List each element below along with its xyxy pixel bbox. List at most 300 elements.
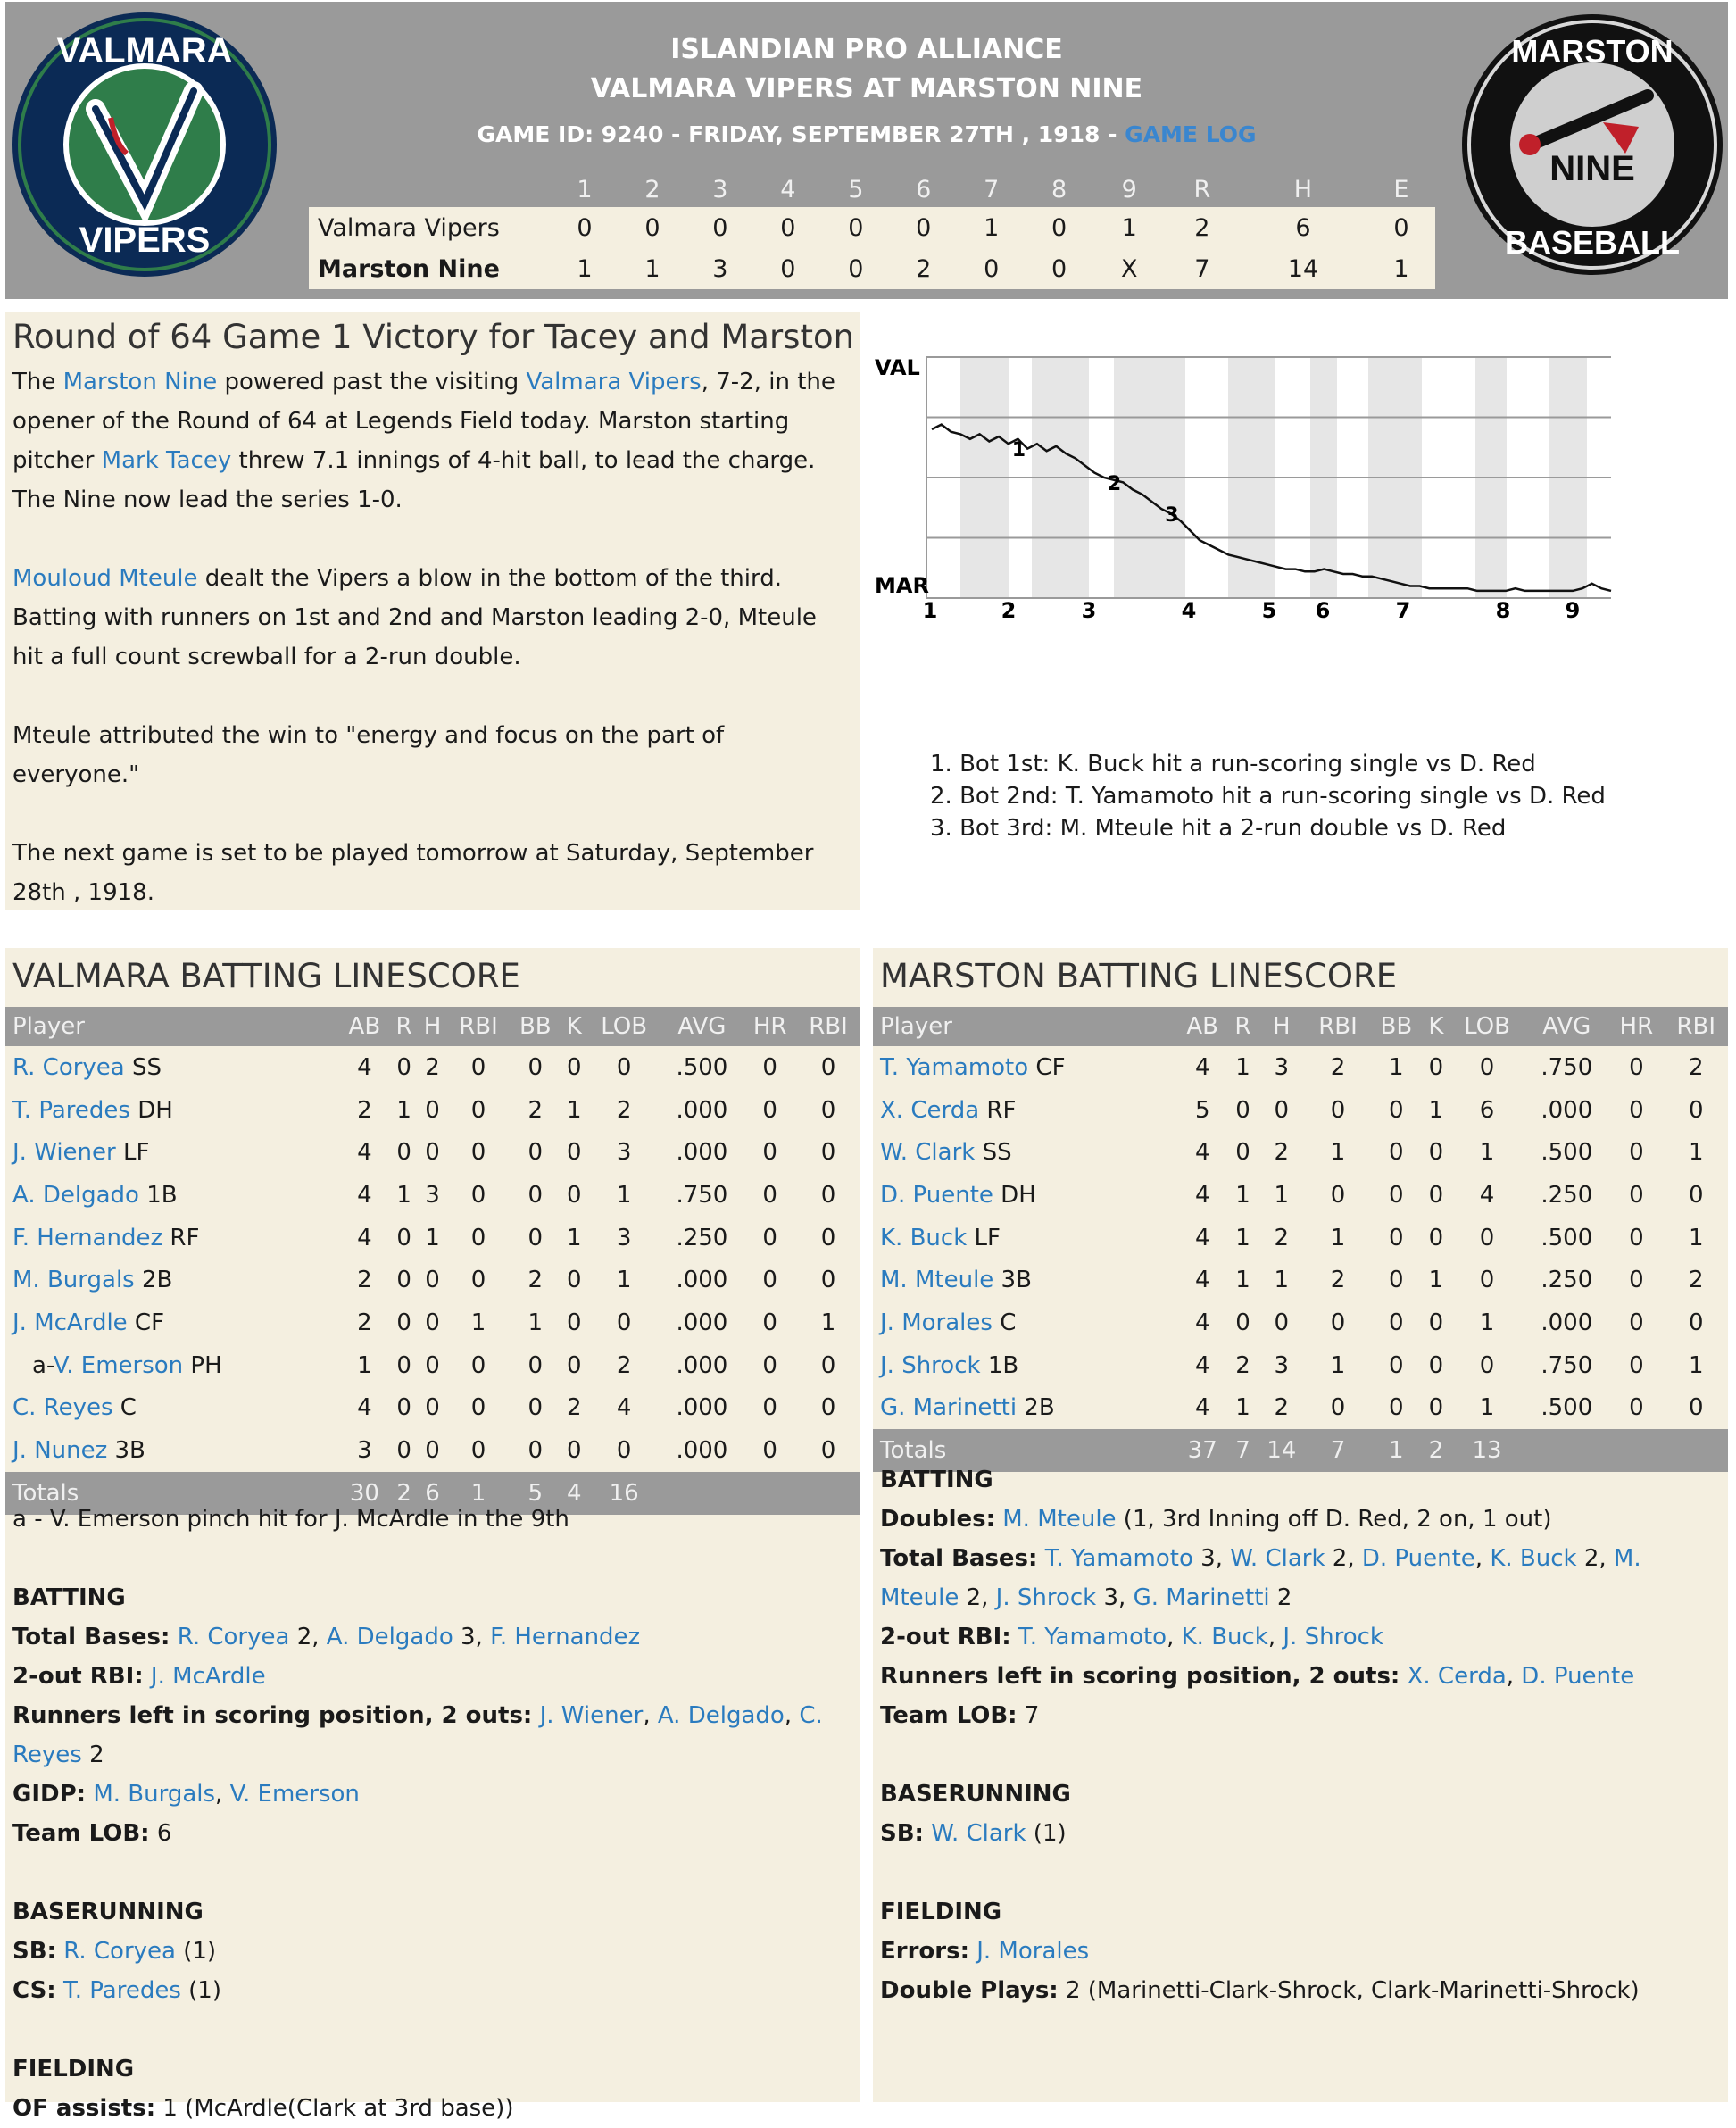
linescore-cell: 14 [1239, 248, 1367, 289]
col-header: LOB [1449, 1007, 1525, 1046]
linescore-team: Valmara Vipers [309, 207, 551, 248]
linescore-cell: 0 [754, 207, 822, 248]
stat-cell: 0 [425, 1096, 440, 1124]
stat-cell: 0 [1629, 1053, 1644, 1081]
stat-cell: 0 [470, 1351, 486, 1379]
stat-cell: 0 [1235, 1309, 1250, 1336]
bottom-team-label: MAR [875, 573, 929, 598]
col-header: BB [510, 1007, 561, 1046]
list-text: 2 [81, 1741, 104, 1768]
player-position: DH [129, 1096, 173, 1124]
linescore-col-header: 8 [1026, 171, 1093, 207]
linescore-col-header: H [1239, 171, 1367, 207]
stat-cell: 0 [1428, 1181, 1444, 1209]
player-link[interactable]: A. Delgado [12, 1181, 139, 1209]
col-header: AVG [660, 1007, 743, 1046]
player-link[interactable]: A. Delgado [326, 1624, 453, 1650]
event-marker: 2 [1107, 473, 1122, 495]
stat-cell: 4 [357, 1181, 372, 1209]
stat-cell: 0 [527, 1437, 544, 1465]
stat-cell: 4 [616, 1394, 632, 1422]
totals-label: Totals [5, 1472, 339, 1515]
stat-cell: 0 [567, 1351, 582, 1379]
player-cell [873, 1046, 1176, 1089]
table-header-row [873, 1007, 1728, 1046]
player-link[interactable]: M. Burgals [12, 1267, 135, 1294]
stat-cell: 1 [1479, 1139, 1495, 1167]
stat-cell: 0 [567, 1139, 582, 1167]
player-link[interactable]: M. Mteule [880, 1545, 1641, 1611]
player-link-tacey[interactable]: Mark Tacey [101, 447, 232, 474]
stat-cell: .000 [676, 1096, 728, 1124]
table-row [5, 1217, 860, 1259]
linescore-cell: 1 [958, 207, 1026, 248]
stolen-bases-line: SB: R. Coryea (1) [12, 1938, 217, 1965]
inning-label: 3 [1081, 598, 1097, 623]
player-position: 3B [993, 1267, 1032, 1294]
player-link[interactable]: T. Yamamoto [880, 1053, 1029, 1081]
table-row [873, 1217, 1728, 1259]
stat-cell: 2 [527, 1096, 544, 1124]
stat-cell: 0 [616, 1309, 632, 1336]
stat-cell: 2 [1688, 1053, 1704, 1081]
stat-cell: .250 [1541, 1181, 1593, 1209]
player-link[interactable]: M. Mteule [880, 1267, 994, 1294]
player-link[interactable]: K. Buck [1490, 1545, 1577, 1572]
stat-cell: 0 [470, 1181, 486, 1209]
recap-body [12, 362, 851, 952]
table-row [873, 1259, 1728, 1301]
list-text: , [643, 1702, 658, 1729]
stat-cell: 0 [1629, 1394, 1644, 1422]
player-position: DH [993, 1181, 1036, 1209]
two-out-rbi-line: 2-out RBI: J. McArdle [12, 1663, 266, 1690]
stat-cell: 0 [820, 1394, 836, 1422]
stat-cell: .500 [1541, 1394, 1593, 1422]
stat-cell: 1 [1235, 1053, 1250, 1081]
stat-cell: 4 [357, 1053, 372, 1081]
stat-cell: 0 [396, 1053, 411, 1081]
doubles-line: Doubles: M. Mteule (1, 3rd Inning off D. Red, 2 on, 1 out) [880, 1506, 1552, 1533]
stat-cell: 0 [820, 1139, 836, 1167]
event-note: 3. Bot 3rd: M. Mteule hit a 2-run double vs D. Red [930, 815, 1507, 842]
player-link[interactable]: J. McArdle [150, 1663, 266, 1690]
stat-cell: 1 [1688, 1351, 1704, 1379]
col-header: HR [1608, 1007, 1664, 1046]
linescore-col-header: 5 [822, 171, 890, 207]
stat-cell: 0 [470, 1096, 486, 1124]
stat-cell: 0 [1330, 1394, 1346, 1422]
inning-label: 1 [922, 598, 938, 623]
player-position: LF [115, 1139, 150, 1167]
stat-cell: 0 [762, 1096, 777, 1124]
linescore-col-header: 3 [686, 171, 754, 207]
recap-title: Round of 64 Game 1 Victory for Tacey and Marston [12, 318, 855, 356]
stat-cell: 0 [1389, 1139, 1404, 1167]
stat-cell: .500 [676, 1053, 728, 1081]
list-text: 2, [1325, 1545, 1362, 1572]
stat-cell: 1 [1330, 1139, 1346, 1167]
player-link[interactable]: T. Yamamoto [1044, 1545, 1193, 1572]
stat-cell: 0 [396, 1437, 411, 1465]
stat-cell: 1 [1235, 1224, 1250, 1251]
list-text: , [1474, 1545, 1491, 1572]
player-cell [873, 1259, 1176, 1301]
totals-cell: 2 [1423, 1429, 1449, 1472]
table-row [5, 1429, 860, 1472]
player-link[interactable]: J. Shrock [995, 1584, 1097, 1611]
stat-cell: 0 [470, 1139, 486, 1167]
linescore-col-header: 4 [754, 171, 822, 207]
stat-cell: 1 [1330, 1351, 1346, 1379]
stat-cell: 0 [1629, 1224, 1644, 1251]
stat-cell: 0 [820, 1181, 836, 1209]
player-link[interactable]: J. Wiener [539, 1702, 644, 1729]
player-link[interactable]: J. Nunez [12, 1437, 108, 1465]
valmara-batting-panel [5, 948, 860, 2122]
stat-cell: 1 [1688, 1139, 1704, 1167]
list-text: , [1267, 1624, 1283, 1650]
table-row [5, 1131, 860, 1174]
stat-cell: 0 [1274, 1309, 1290, 1336]
table-row [873, 1046, 1728, 1089]
player-link[interactable]: J. Wiener [12, 1139, 116, 1167]
player-cell [5, 1174, 339, 1217]
sub-prefix: a- [32, 1351, 54, 1379]
event-marker: 3 [1165, 504, 1179, 528]
stat-cell: .000 [1541, 1096, 1593, 1124]
stat-cell: .000 [676, 1139, 728, 1167]
player-link[interactable]: D. Puente [1361, 1545, 1475, 1572]
stat-cell: 0 [396, 1224, 411, 1251]
stat-cell: 0 [470, 1224, 486, 1251]
player-link[interactable]: R. Coryea [63, 1938, 176, 1965]
player-link[interactable]: X. Cerda [880, 1096, 980, 1124]
linescore-cell: 0 [754, 248, 822, 289]
stat-cell: 0 [1330, 1096, 1346, 1124]
player-link[interactable]: X. Cerda [1407, 1663, 1507, 1690]
batting-heading: BATTING [12, 1584, 126, 1611]
stat-cell: 0 [1235, 1096, 1250, 1124]
player-link[interactable]: W. Clark [931, 1820, 1026, 1847]
table-row [5, 1046, 860, 1089]
col-header: HR [743, 1007, 797, 1046]
stat-cell: 1 [396, 1096, 411, 1124]
linescore-cell: 0 [890, 207, 958, 248]
game-log-link[interactable]: GAME LOG [1125, 121, 1257, 147]
list-text: 3, [453, 1624, 491, 1650]
linescore-cell: 0 [686, 207, 754, 248]
stat-cell: 2 [1235, 1351, 1250, 1379]
player-link[interactable]: K. Buck [880, 1224, 968, 1251]
player-position: RF [162, 1224, 200, 1251]
linescore-table [309, 171, 1435, 289]
linescore-cell: 2 [1166, 207, 1239, 248]
totals-cell: 1 [1370, 1429, 1423, 1472]
stat-cell: 0 [527, 1224, 544, 1251]
player-link[interactable]: F. Hernandez [490, 1624, 641, 1650]
totals-cell: 6 [418, 1472, 447, 1515]
stat-cell: 0 [1389, 1267, 1404, 1294]
stat-cell: 1 [1330, 1224, 1346, 1251]
linescore-cell: 0 [619, 207, 686, 248]
stat-cell: .750 [676, 1181, 728, 1209]
col-header: RBI [447, 1007, 510, 1046]
player-cell [5, 1344, 339, 1387]
marston-notes [880, 1460, 1710, 2010]
stat-cell: 3 [357, 1437, 372, 1465]
stat-cell: 0 [762, 1224, 777, 1251]
stat-cell: 0 [1428, 1224, 1444, 1251]
player-position: 1B [138, 1181, 178, 1209]
list-text: 2, [1576, 1545, 1614, 1572]
stat-cell: 0 [1389, 1309, 1404, 1336]
player-link[interactable]: D. Puente [1521, 1663, 1635, 1690]
player-link[interactable]: T. Paredes [12, 1096, 130, 1124]
game-info-text: GAME ID: 9240 - FRIDAY, SEPTEMBER 27TH , 1918 - [477, 121, 1125, 147]
stat-cell: 0 [1629, 1096, 1644, 1124]
linescore-col-header [309, 171, 551, 207]
caught-stealing-line: CS: T. Paredes (1) [12, 1977, 221, 2004]
totals-cell: 30 [339, 1472, 391, 1515]
stat-cell: 1 [1235, 1394, 1250, 1422]
player-cell [873, 1131, 1176, 1174]
col-header: Player [5, 1007, 339, 1046]
marston-batting-panel [873, 948, 1728, 2102]
totals-cell: 13 [1449, 1429, 1525, 1472]
stat-cell: 0 [1330, 1181, 1346, 1209]
player-cell [5, 1259, 339, 1301]
stat-cell: 4 [1194, 1224, 1210, 1251]
stat-cell: 6 [1479, 1096, 1495, 1124]
player-link-mteule[interactable]: Mouloud Mteule [12, 565, 198, 592]
stat-cell: 0 [425, 1394, 440, 1422]
col-header: AVG [1524, 1007, 1608, 1046]
player-link[interactable]: R. Coryea [12, 1053, 125, 1081]
player-link[interactable]: G. Marinetti [1133, 1584, 1270, 1611]
stat-cell: .000 [1541, 1309, 1593, 1336]
svg-text:VALMARA: VALMARA [56, 31, 233, 71]
player-link[interactable]: F. Hernandez [12, 1224, 163, 1251]
totals-cell: 5 [510, 1472, 561, 1515]
table-row [873, 1089, 1728, 1132]
col-header: BB [1370, 1007, 1423, 1046]
stat-cell: 0 [1389, 1224, 1404, 1251]
stat-cell: 2 [1330, 1267, 1346, 1294]
stat-cell: .000 [676, 1309, 728, 1336]
player-position: LF [967, 1224, 1001, 1251]
player-position: C [112, 1394, 137, 1422]
pinch-hit-note: a - V. Emerson pinch hit for J. McArdle in the 9th [12, 1506, 569, 1533]
player-cell [873, 1387, 1176, 1430]
stat-cell: 0 [527, 1394, 544, 1422]
stat-cell: 0 [567, 1181, 582, 1209]
player-link[interactable]: K. Buck [1181, 1624, 1268, 1650]
stat-cell: 4 [1194, 1181, 1210, 1209]
batting-heading: BATTING [880, 1467, 993, 1493]
errors-line: Errors: J. Morales [880, 1938, 1090, 1965]
team-link-marston[interactable]: Marston Nine [62, 369, 218, 395]
stat-cell: .750 [1541, 1053, 1593, 1081]
stat-cell: 0 [762, 1053, 777, 1081]
list-text: 3, [1096, 1584, 1134, 1611]
linescore-cell: 0 [958, 248, 1026, 289]
totals-cell: 14 [1257, 1429, 1306, 1472]
stat-cell: 0 [527, 1351, 544, 1379]
linescore-header-row [309, 171, 1435, 207]
stat-cell: 0 [762, 1309, 777, 1336]
player-link[interactable]: J. Shrock [880, 1351, 981, 1379]
stat-cell: 4 [1194, 1309, 1210, 1336]
league-name: ISLANDIAN PRO ALLIANCE [670, 34, 1063, 65]
stat-cell: 0 [1428, 1394, 1444, 1422]
stat-cell: 1 [527, 1309, 544, 1336]
linescore-col-header: E [1367, 171, 1435, 207]
col-header: R [1229, 1007, 1258, 1046]
stat-cell: 0 [1389, 1351, 1404, 1379]
stat-cell: 0 [425, 1309, 440, 1336]
gidp-line: GIDP: M. Burgals, V. Emerson [12, 1781, 360, 1808]
player-link[interactable]: V. Emerson [53, 1351, 184, 1379]
team-link-valmara[interactable]: Valmara Vipers [526, 369, 702, 395]
player-link[interactable]: G. Marinetti [880, 1394, 1018, 1422]
stat-cell: 4 [1194, 1267, 1210, 1294]
player-link[interactable]: J. Shrock [1283, 1624, 1383, 1650]
total-bases-line: Total Bases: R. Coryea 2, A. Delgado 3, F. Hernandez [12, 1624, 641, 1650]
player-link[interactable]: C. Reyes [12, 1394, 113, 1422]
stat-cell: 2 [527, 1267, 544, 1294]
stat-cell: 2 [357, 1267, 372, 1294]
game-info [309, 121, 1425, 147]
totals-cell: 7 [1306, 1429, 1370, 1472]
col-header: AB [1176, 1007, 1229, 1046]
stat-cell: 0 [470, 1267, 486, 1294]
player-cell [873, 1174, 1176, 1217]
top-team-label: VAL [875, 355, 920, 380]
stat-cell: 0 [1274, 1096, 1290, 1124]
stat-cell: 0 [470, 1053, 486, 1081]
stat-cell: 0 [396, 1351, 411, 1379]
player-link[interactable]: D. Puente [880, 1181, 993, 1209]
stat-cell: 0 [1428, 1309, 1444, 1336]
linescore-cell: 7 [1166, 248, 1239, 289]
stat-cell: .000 [676, 1437, 728, 1465]
stat-cell: 1 [616, 1267, 632, 1294]
totals-cell: 1 [447, 1472, 510, 1515]
stat-cell: 1 [1389, 1053, 1404, 1081]
linescore-cell: 0 [551, 207, 619, 248]
table-row [5, 1344, 860, 1387]
linescore-cell: X [1093, 248, 1166, 289]
stat-cell: 1 [470, 1309, 486, 1336]
table-row [873, 1344, 1728, 1387]
stat-cell: 2 [616, 1351, 632, 1379]
linescore-cell: 0 [822, 207, 890, 248]
linescore-cell: 1 [1367, 248, 1435, 289]
team-lob-line: Team LOB: 6 [12, 1820, 172, 1847]
fielding-heading: FIELDING [880, 1899, 1002, 1925]
stat-cell: 0 [616, 1437, 632, 1465]
player-link[interactable]: M. Mteule [1002, 1506, 1117, 1533]
table-row [5, 1174, 860, 1217]
stat-cell: 0 [1428, 1351, 1444, 1379]
linescore-cell: 1 [551, 248, 619, 289]
inning-label: 2 [1001, 598, 1017, 623]
stat-cell: 1 [1688, 1224, 1704, 1251]
player-position: CF [1028, 1053, 1066, 1081]
list-text: 2 [1269, 1584, 1292, 1611]
col-header: RBI [1306, 1007, 1370, 1046]
stat-cell: .250 [676, 1224, 728, 1251]
linescore-cell: 0 [1026, 207, 1093, 248]
table-row [5, 1089, 860, 1132]
stat-cell: 0 [762, 1437, 777, 1465]
player-cell [5, 1429, 339, 1472]
col-header: H [1257, 1007, 1306, 1046]
player-link[interactable]: J. Morales [880, 1309, 993, 1336]
player-link[interactable]: V. Emerson [229, 1781, 360, 1808]
stat-cell: 2 [1274, 1394, 1290, 1422]
stat-cell: 0 [396, 1267, 411, 1294]
linescore-col-header: 2 [619, 171, 686, 207]
player-link[interactable]: J. Morales [976, 1938, 1090, 1965]
recap-paragraph: The next game is set to be played tomorrow at Saturday, September 28th , 1918. [12, 840, 814, 906]
linescore-cell: 1 [1093, 207, 1166, 248]
player-link[interactable]: M. Burgals [93, 1781, 216, 1808]
game-recap-panel [5, 312, 860, 910]
inning-label: 4 [1181, 598, 1197, 623]
col-header: AB [339, 1007, 391, 1046]
stat-cell: 0 [396, 1139, 411, 1167]
linescore-col-header: 1 [551, 171, 619, 207]
stat-cell: 0 [820, 1053, 836, 1081]
stat-cell: 1 [1274, 1181, 1290, 1209]
player-link[interactable]: W. Clark [1230, 1545, 1325, 1572]
stat-cell: .000 [676, 1267, 728, 1294]
stat-cell: 4 [1194, 1351, 1210, 1379]
player-link[interactable]: J. McArdle [12, 1309, 128, 1336]
player-link[interactable]: C. Reyes [12, 1702, 823, 1768]
player-cell [5, 1217, 339, 1259]
stat-cell: 0 [1629, 1267, 1644, 1294]
stat-cell: 0 [1428, 1053, 1444, 1081]
stat-cell: 0 [396, 1309, 411, 1336]
stat-cell: 3 [616, 1139, 632, 1167]
linescore-cell: 0 [822, 248, 890, 289]
svg-text:NINE: NINE [1549, 149, 1635, 188]
stat-cell: 1 [1235, 1267, 1250, 1294]
stat-cell: 1 [567, 1224, 582, 1251]
player-link[interactable]: T. Yamamoto [1018, 1624, 1167, 1650]
player-link[interactable]: A. Delgado [657, 1702, 785, 1729]
stat-cell: 2 [1688, 1267, 1704, 1294]
game-header [5, 2, 1728, 299]
player-cell [5, 1387, 339, 1430]
player-link[interactable]: T. Paredes [62, 1977, 181, 2004]
stat-cell: 4 [1194, 1053, 1210, 1081]
stat-cell: 0 [567, 1053, 582, 1081]
stat-cell: 0 [1428, 1139, 1444, 1167]
recap-paragraph: The Marston Nine powered past the visiting Valmara Vipers, 7-2, in the opener of the Round of 64 at Legends Field today. Marston starting pitcher Mark Tacey threw 7.1 innings of 4-hit ball, to lead the charge. The Nine now lead the series 1-0. [12, 369, 835, 513]
player-link[interactable]: W. Clark [880, 1139, 976, 1167]
player-link[interactable]: R. Coryea [177, 1624, 290, 1650]
stat-cell: 0 [1629, 1309, 1644, 1336]
stat-cell: 2 [1274, 1139, 1290, 1167]
stolen-bases-line: SB: W. Clark (1) [880, 1820, 1067, 1847]
totals-label: Totals [873, 1429, 1176, 1472]
stat-cell: 3 [1274, 1053, 1290, 1081]
valmara-batting-title: VALMARA BATTING LINESCORE [12, 957, 520, 995]
